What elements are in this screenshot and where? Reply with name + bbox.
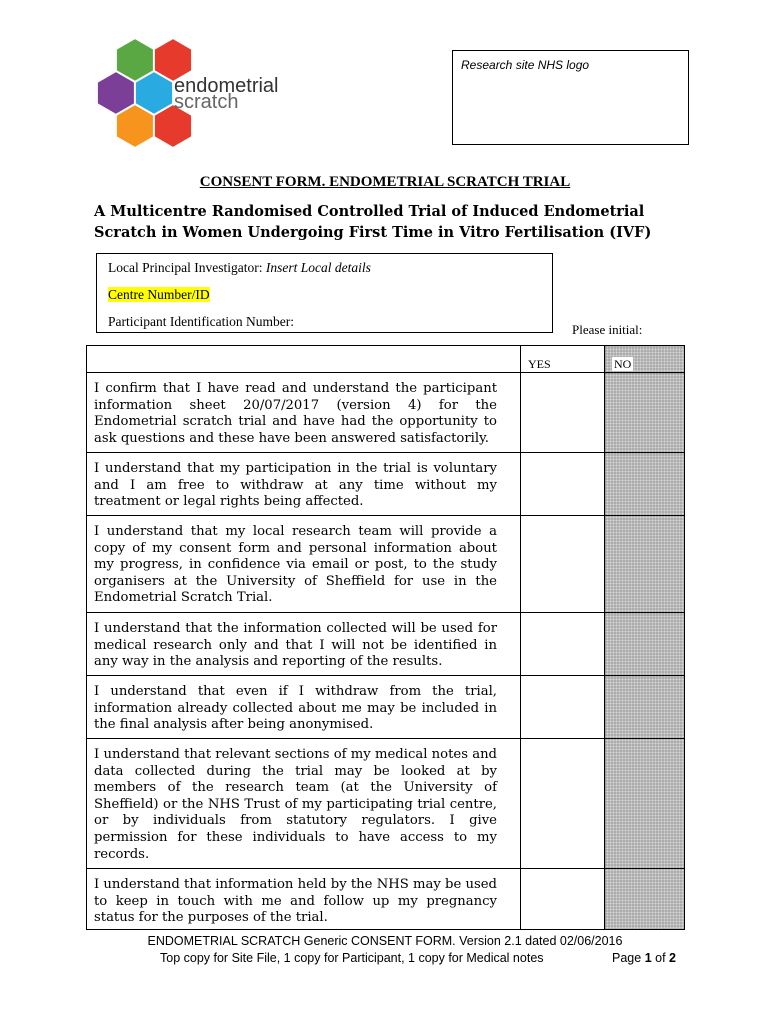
header-blank-cell — [87, 346, 521, 373]
statement-3: I understand that my local research team will provide a copy of my consent form and personal information about my progress, in confidence via email or post, to the study organisers at the University of Sheffield for use in the Endometrial Scratch Trial. — [87, 516, 521, 613]
footer-copies: Top copy for Site File, 1 copy for Participant, 1 copy for Medical notes — [160, 951, 544, 965]
yes-initial-box-3[interactable] — [521, 516, 605, 613]
yes-column-header: YES — [521, 346, 605, 373]
form-subtitle — [94, 201, 654, 243]
centre-number-row — [108, 286, 541, 313]
table-row — [87, 373, 685, 453]
statement-1: I confirm that I have read and understand the participant information sheet 20/07/2017 (version 4) for the Endometrial scratch trial and have had the opportunity to ask questions and these have been answered satisfactorily. — [87, 373, 521, 453]
participant-id-row — [108, 313, 541, 340]
table-row — [87, 453, 685, 516]
logo-text-scratch: scratch — [174, 91, 239, 113]
table-row — [87, 613, 685, 676]
principal-investigator-label: Local Principal Investigator: — [108, 260, 263, 275]
footer-version: ENDOMETRIAL SCRATCH Generic CONSENT FORM. Version 2.1 dated 02/06/2016 — [147, 934, 623, 948]
page-label: Page — [612, 951, 642, 965]
yes-initial-box-6[interactable] — [521, 739, 605, 869]
principal-investigator-value[interactable]: Insert Local details — [265, 260, 371, 275]
yes-initial-box-2[interactable] — [521, 453, 605, 516]
no-initial-box-7 — [605, 869, 685, 930]
footer-page-number — [612, 951, 676, 965]
page-total: 2 — [669, 951, 676, 965]
hex-red-bottom — [116, 104, 154, 148]
no-initial-box-1 — [605, 373, 685, 453]
statement-7: I understand that information held by the NHS may be used to keep in touch with me and follow up my pregnancy status for the purposes of the trial. — [87, 869, 521, 930]
investigator-box — [96, 253, 553, 333]
statement-4: I understand that the information collected will be used for medical research only and that I will not be identified in any way in the analysis and reporting of the results. — [87, 613, 521, 676]
nhs-logo-placeholder-text: Research site NHS logo — [461, 58, 590, 72]
no-initial-box-5 — [605, 676, 685, 739]
statement-6: I understand that relevant sections of my medical notes and data collected during the trial may be looked at by members of the research team (at the University of Sheffield) or the NHS Trust of my participating trial centre, or by individuals from statutory regulators. I give permission for these individuals to have access to my records. — [87, 739, 521, 869]
principal-investigator-row — [108, 259, 541, 286]
no-initial-box-6 — [605, 739, 685, 869]
subtitle-line-2: Scratch in Women Undergoing First Time in Vitro Fertilisation (IVF) — [94, 224, 652, 241]
consent-table — [86, 345, 685, 930]
centre-number-field[interactable]: Centre Number/ID — [108, 287, 210, 302]
form-title: CONSENT FORM. ENDOMETRIAL SCRATCH TRIAL — [199, 174, 571, 190]
table-header-row — [87, 346, 685, 373]
no-initial-box-2 — [605, 453, 685, 516]
yes-initial-box-7[interactable] — [521, 869, 605, 930]
yes-initial-box-1[interactable] — [521, 373, 605, 453]
yes-initial-box-4[interactable] — [521, 613, 605, 676]
subtitle-line-1: A Multicentre Randomised Controlled Trial of Induced Endometrial — [94, 203, 645, 220]
logo-text-endometrial: endometrial — [174, 75, 279, 97]
table-row — [87, 869, 685, 930]
please-initial-label: Please initial: — [572, 322, 643, 337]
yes-initial-box-5[interactable] — [521, 676, 605, 739]
no-initial-box-4 — [605, 613, 685, 676]
table-row — [87, 739, 685, 869]
page-current: 1 — [644, 951, 652, 965]
participant-id-label: Participant Identification Number: — [108, 314, 294, 329]
table-row — [87, 516, 685, 613]
no-initial-box-3 — [605, 516, 685, 613]
table-row — [87, 676, 685, 739]
statement-2: I understand that my participation in the trial is voluntary and I am free to withdraw at any time without my treatment or legal rights being affected. — [87, 453, 521, 516]
no-column-header-text: NO — [614, 357, 632, 371]
nhs-logo-placeholder — [452, 50, 689, 145]
statement-5: I understand that even if I withdraw from the trial, information already collected about me may be included in the final analysis after being anonymised. — [87, 676, 521, 739]
no-column-header — [605, 346, 685, 373]
page-of: of — [655, 951, 666, 965]
